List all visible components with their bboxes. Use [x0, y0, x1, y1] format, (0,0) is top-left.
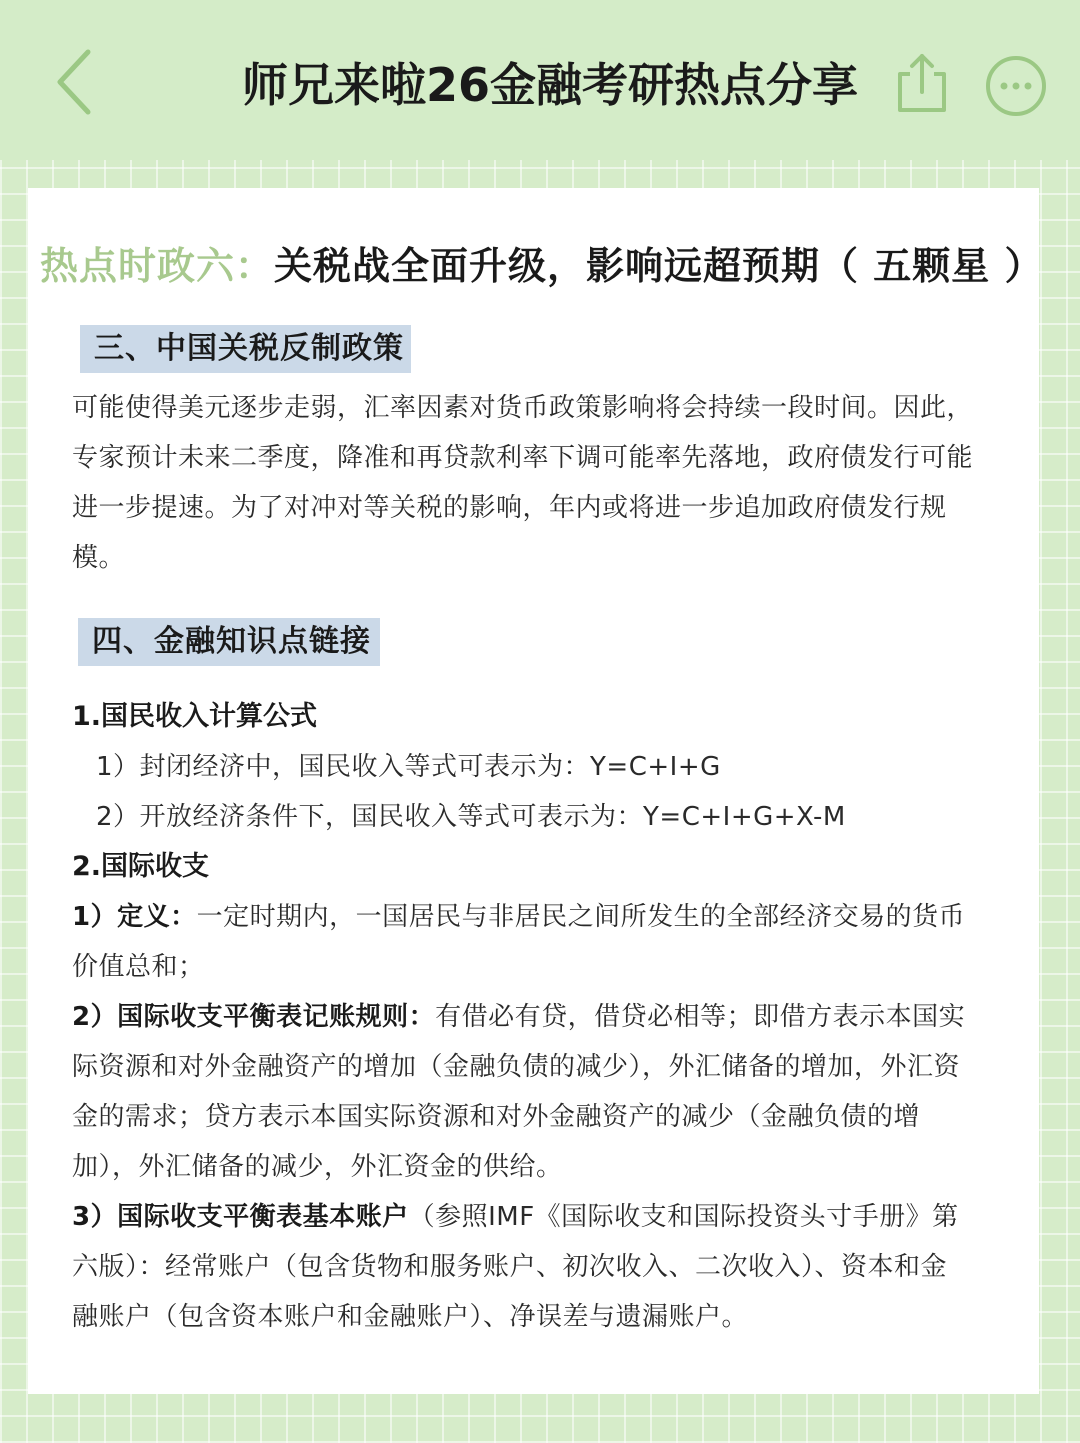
top-bar	[0, 0, 1080, 160]
rule-line: 金的需求；贷方表示本国实际资源和对外金融资产的减少（金融负债的增	[72, 1102, 921, 1132]
more-button[interactable]	[982, 52, 1050, 120]
section3-title: 三、中国关税反制政策	[80, 325, 411, 373]
item2-body	[72, 892, 1032, 1342]
article-headline	[40, 236, 1043, 296]
section3-paragraph	[72, 383, 1032, 583]
share-button[interactable]	[888, 48, 960, 120]
rule-line	[72, 992, 1032, 1042]
item1-title: 1.国民收入计算公式	[72, 701, 318, 732]
item2-title: 2.国际收支	[72, 851, 210, 882]
section4-title: 四、金融知识点链接	[78, 618, 380, 666]
share-icon	[888, 48, 960, 120]
account-line: 六版）：经常账户（包含货物和服务账户、初次收入、二次收入）、资本和金	[72, 1252, 948, 1282]
item1-point1: 1）封闭经济中，国民收入等式可表示为：Y=C+I+G	[96, 752, 721, 782]
definition-text: 一定时期内，一国居民与非居民之间所发生的全部经济交易的货币	[196, 902, 966, 932]
page-title: 师兄来啦26金融考研热点分享	[241, 58, 858, 112]
account-line	[72, 1192, 1032, 1242]
paragraph-line: 模。	[72, 543, 126, 573]
back-button[interactable]	[44, 42, 114, 122]
account-label: 3）国际收支平衡表基本账户	[72, 1202, 409, 1232]
rule-line: 加），外汇储备的减少，外汇资金的供给。	[72, 1152, 563, 1182]
headline-main: 关税战全面升级，影响远超预期（ 五颗星 ）	[274, 244, 1044, 288]
item1-point2: 2）开放经济条件下，国民收入等式可表示为：Y=C+I+G+X-M	[96, 802, 846, 832]
paragraph-line: 进一步提速。为了对冲对等关税的影响，年内或将进一步追加政府债发行规	[72, 493, 947, 523]
account-text: （参照IMF《国际收支和国际投资头寸手册》第	[408, 1202, 959, 1232]
content-card	[28, 188, 1044, 1394]
chevron-left-icon	[44, 42, 114, 122]
rule-text: 有借必有贷，借贷必相等；即借方表示本国实	[435, 1002, 966, 1032]
paragraph-line: 可能使得美元逐步走弱，汇率因素对货币政策影响将会持续一段时间。因此，	[72, 393, 974, 423]
rule-label: 2）国际收支平衡表记账规则：	[72, 1002, 436, 1032]
headline-prefix: 热点时政六：	[40, 244, 275, 288]
paragraph-line: 专家预计未来二季度，降准和再贷款利率下调可能率先落地，政府债发行可能	[72, 443, 974, 473]
rule-line: 际资源和对外金融资产的增加（金融负债的减少），外汇储备的增加，外汇资	[72, 1052, 961, 1082]
definition-line: 价值总和；	[72, 952, 205, 982]
more-dots-icon	[982, 52, 1050, 120]
definition-label: 1）定义：	[72, 902, 197, 932]
definition-line	[72, 892, 1032, 942]
account-line: 融账户（包含资本账户和金融账户）、净误差与遗漏账户。	[72, 1302, 749, 1332]
